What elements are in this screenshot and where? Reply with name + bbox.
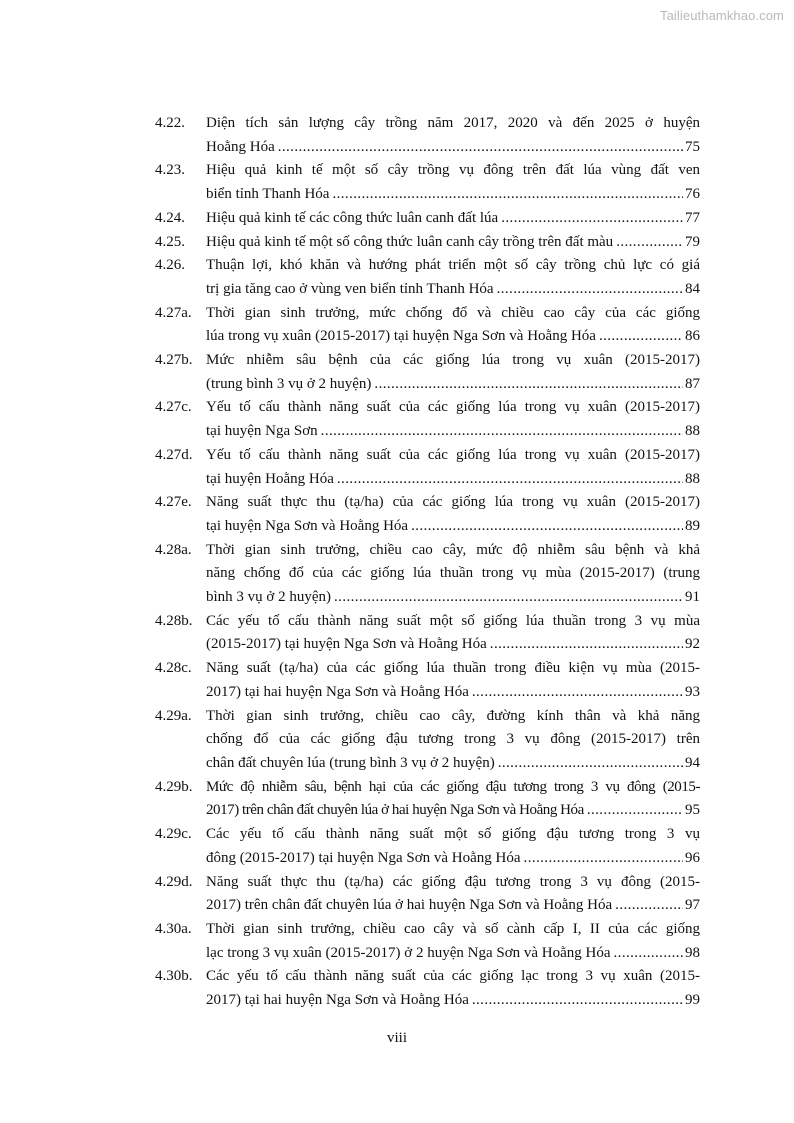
toc-entry[interactable] [155,231,700,255]
entry-page-number[interactable]: 96 [685,849,700,866]
entry-title-line: Năng suất thực thu (tạ/ha) của các giống lúa trong vụ xuân (2015-2017) [206,494,700,511]
entry-title-line: Diện tích sản lượng cây trồng năm 2017, 2020 và đến 2025 ở huyện [206,115,700,131]
dot-leader [337,468,683,492]
entry-page-number[interactable]: 88 [685,470,700,487]
entry-number: 4.28b. [155,612,193,629]
toc-entry[interactable] [155,112,700,159]
entry-title-last-line [206,633,700,657]
list-of-tables [155,112,700,1013]
entry-title-line: Yếu tố cấu thành năng suất của các giống lúa trong vụ xuân (2015-2017) [206,446,700,463]
toc-entry[interactable] [155,207,700,231]
dot-leader [501,207,683,231]
entry-title-line: lạc trong 3 vụ xuân (2015-2017) ở 2 huyện Nga Sơn và Hoằng Hóa [206,944,611,961]
entry-title-line: Năng suất (tạ/ha) của các giống lúa thuần trong điều kiện vụ mùa (2015- [206,660,700,677]
entry-title-line: Mức độ nhiễm sâu, bệnh hại của các giống đậu tương trong 3 vụ đông (2015- [206,778,700,795]
entry-title-last-line [206,136,700,160]
entry-title [206,539,700,610]
entry-title [206,254,700,301]
entry-title-last-line [206,207,700,231]
entry-title-line: (trung bình 3 vụ ở 2 huyện) [206,375,372,392]
entry-page-number[interactable]: 86 [685,328,700,345]
dot-leader [615,894,683,918]
entry-title-line: Các yếu tố cấu thành năng suất của các giống lạc trong 3 vụ xuân (2015- [206,968,700,985]
entry-number: 4.29c. [155,826,192,843]
dot-leader [334,586,683,610]
entry-title-last-line [206,989,700,1013]
dot-leader [599,325,683,349]
entry-number: 4.29b. [155,778,193,795]
dot-leader [616,231,683,255]
entry-title-last-line [206,468,700,492]
page-number: viii [386,1030,407,1046]
toc-entry[interactable] [155,539,700,610]
dot-leader [490,633,683,657]
entry-title-last-line [206,325,700,349]
entry-title-line: trị gia tăng cao ở vùng ven biển tỉnh Thanh Hóa [206,280,494,297]
entry-title-line: Yếu tố cấu thành năng suất của các giống lúa trong vụ xuân (2015-2017) [206,399,700,416]
entry-page-number[interactable]: 97 [685,897,700,914]
entry-title-line: 2017) trên chân đất chuyên lúa ở hai huyện Nga Sơn và Hoằng Hóa [206,802,584,819]
entry-page-number[interactable]: 93 [685,683,700,700]
toc-entry[interactable] [155,491,700,538]
dot-leader [614,942,683,966]
entry-title-last-line [206,420,700,444]
dot-leader [411,515,683,539]
entry-title [206,491,700,538]
entry-title-last-line [206,894,700,918]
entry-title [206,349,700,396]
entry-title-line: 2017) tại hai huyện Nga Sơn và Hoằng Hóa [206,992,469,1009]
entry-title-line: (2015-2017) tại huyện Nga Sơn và Hoằng Hóa [206,636,487,653]
entry-page-number[interactable]: 76 [685,186,700,203]
entry-number: 4.28c. [155,660,192,677]
toc-entry[interactable] [155,871,700,918]
entry-page-number[interactable]: 99 [685,992,700,1009]
entry-title-line: Thời gian sinh trưởng, mức chống đổ và chiều cao cây của các giống [206,304,700,321]
entry-title-line: Mức nhiễm sâu bệnh của các giống lúa trong vụ xuân (2015-2017) [206,352,700,369]
entry-number: 4.23. [155,162,185,179]
dot-leader [278,136,683,160]
entry-title [206,159,700,206]
dot-leader [472,989,683,1013]
entry-title [206,112,700,159]
entry-title [206,444,700,491]
entry-number: 4.26. [155,257,185,274]
entry-title-line: 2017) trên chân đất chuyên lúa ở hai huyện Nga Sơn và Hoằng Hóa [206,897,613,914]
entry-title [206,776,700,823]
entry-title [206,302,700,349]
entry-title-line: Các yếu tố cấu thành năng suất một số giống đậu tương trong 3 vụ [206,826,700,843]
entry-title-last-line [206,515,700,539]
toc-entry[interactable] [155,610,700,657]
entry-title [206,396,700,443]
entry-title-last-line [206,799,700,823]
entry-number: 4.27a. [155,304,192,321]
entry-title-line: chân đất chuyên lúa (trung bình 3 vụ ở 2 huyện) [206,754,495,771]
entry-title-last-line [206,373,700,397]
entry-title-last-line [206,681,700,705]
toc-entry[interactable] [155,302,700,349]
toc-entry[interactable] [155,254,700,301]
entry-title [206,918,700,965]
dot-leader [587,799,683,823]
entry-page-number[interactable]: 95 [685,802,700,819]
entry-title-line: Năng suất thực thu (tạ/ha) các giống đậu tương trong 3 vụ đông (2015- [206,873,700,890]
entry-number: 4.28a. [155,541,192,558]
dot-leader [321,420,683,444]
toc-entry[interactable] [155,396,700,443]
entry-page-number[interactable]: 92 [685,636,700,653]
entry-title [206,965,700,1012]
entry-page-number[interactable]: 87 [685,375,700,392]
entry-number: 4.29a. [155,707,192,724]
dot-leader [498,752,683,776]
entry-number: 4.27c. [155,399,192,416]
toc-entry[interactable] [155,918,700,965]
entry-number: 4.29d. [155,873,193,890]
entry-title [206,610,700,657]
entry-title [206,705,700,776]
entry-title [206,231,700,255]
entry-title [206,823,700,870]
toc-entry[interactable] [155,776,700,823]
entry-title-line: Hoằng Hóa [206,138,275,155]
entry-page-number[interactable]: 79 [685,233,700,250]
entry-number: 4.22. [155,115,185,131]
entry-title-line: bình 3 vụ ở 2 huyện) [206,589,332,606]
watermark-text: Tailieuthamkhao.com [659,8,784,23]
entry-number: 4.27d. [155,446,193,463]
entry-page-number[interactable]: 94 [685,754,700,771]
entry-title-last-line [206,278,700,302]
entry-title [206,207,700,231]
entry-title-last-line [206,586,700,610]
toc-entry[interactable] [155,657,700,704]
entry-title-line: Các yếu tố cấu thành năng suất một số giống lúa thuần trong 3 vụ mùa [206,612,700,629]
toc-entry[interactable] [155,705,700,776]
entry-page-number[interactable]: 91 [685,589,700,606]
entry-title [206,657,700,704]
entry-number: 4.27e. [155,494,192,511]
entry-page-number[interactable]: 84 [685,280,700,297]
entry-title-line: 2017) tại hai huyện Nga Sơn và Hoằng Hóa [206,683,469,700]
entry-number: 4.24. [155,209,185,226]
entry-page-number[interactable]: 98 [685,944,700,961]
toc-entry[interactable] [155,349,700,396]
entry-title-last-line [206,183,700,207]
entry-title-last-line [206,942,700,966]
entry-number: 4.30b. [155,968,193,985]
entry-title-line: biển tỉnh Thanh Hóa [206,186,330,203]
dot-leader [472,681,683,705]
entry-title-line: đông (2015-2017) tại huyện Nga Sơn và Hoằng Hóa [206,849,521,866]
entry-title-line: Hiệu quả kinh tế một số cây trồng vụ đông trên đất lúa vùng đất ven [206,162,700,179]
dot-leader [497,278,683,302]
entry-title-line: tại huyện Hoằng Hóa [206,470,334,487]
entry-number: 4.25. [155,233,185,250]
entry-title-last-line [206,231,700,255]
entry-title-line: Hiệu quả kinh tế một số công thức luân canh cây trồng trên đất màu [206,233,614,250]
entry-title-line: chống đổ của các giống đậu tương trong 3 vụ đông (2015-2017) trên [206,731,700,748]
toc-entry[interactable] [155,159,700,206]
entry-title-last-line [206,752,700,776]
entry-title-line: Thuận lợi, khó khăn và hướng phát triển một số cây trồng chủ lực có giá [206,257,700,274]
dot-leader [374,373,683,397]
entry-page-number[interactable]: 77 [685,209,700,226]
entry-title-line: tại huyện Nga Sơn [206,423,318,440]
entry-title-line: tại huyện Nga Sơn và Hoằng Hóa [206,517,409,534]
entry-page-number[interactable]: 89 [685,517,700,534]
entry-title-line: Hiệu quả kinh tế các công thức luân canh đất lúa [206,209,499,226]
dot-leader [332,183,683,207]
toc-entry[interactable] [155,444,700,491]
entry-title-line: Thời gian sinh trưởng, chiều cao cây và số cành cấp I, II của các giống [206,920,700,937]
entry-title-line: năng chống đổ của các giống lúa thuần trong vụ mùa (2015-2017) (trung [206,565,700,582]
entry-page-number[interactable]: 75 [685,138,700,155]
toc-entry[interactable] [155,823,700,870]
entry-page-number[interactable]: 88 [685,423,700,440]
entry-title-line: Thời gian sinh trưởng, chiều cao cây, đường kính thân và khả năng [206,707,700,724]
entry-number: 4.27b. [155,352,193,369]
entry-title-line: Thời gian sinh trưởng, chiều cao cây, mức độ nhiễm sâu bệnh và khả [206,541,700,558]
entry-title-line: lúa trong vụ xuân (2015-2017) tại huyện Nga Sơn và Hoằng Hóa [206,328,596,345]
entry-title-last-line [206,847,700,871]
entry-title [206,871,700,918]
toc-entry[interactable] [155,965,700,1012]
entry-number: 4.30a. [155,920,192,937]
dot-leader [524,847,683,871]
